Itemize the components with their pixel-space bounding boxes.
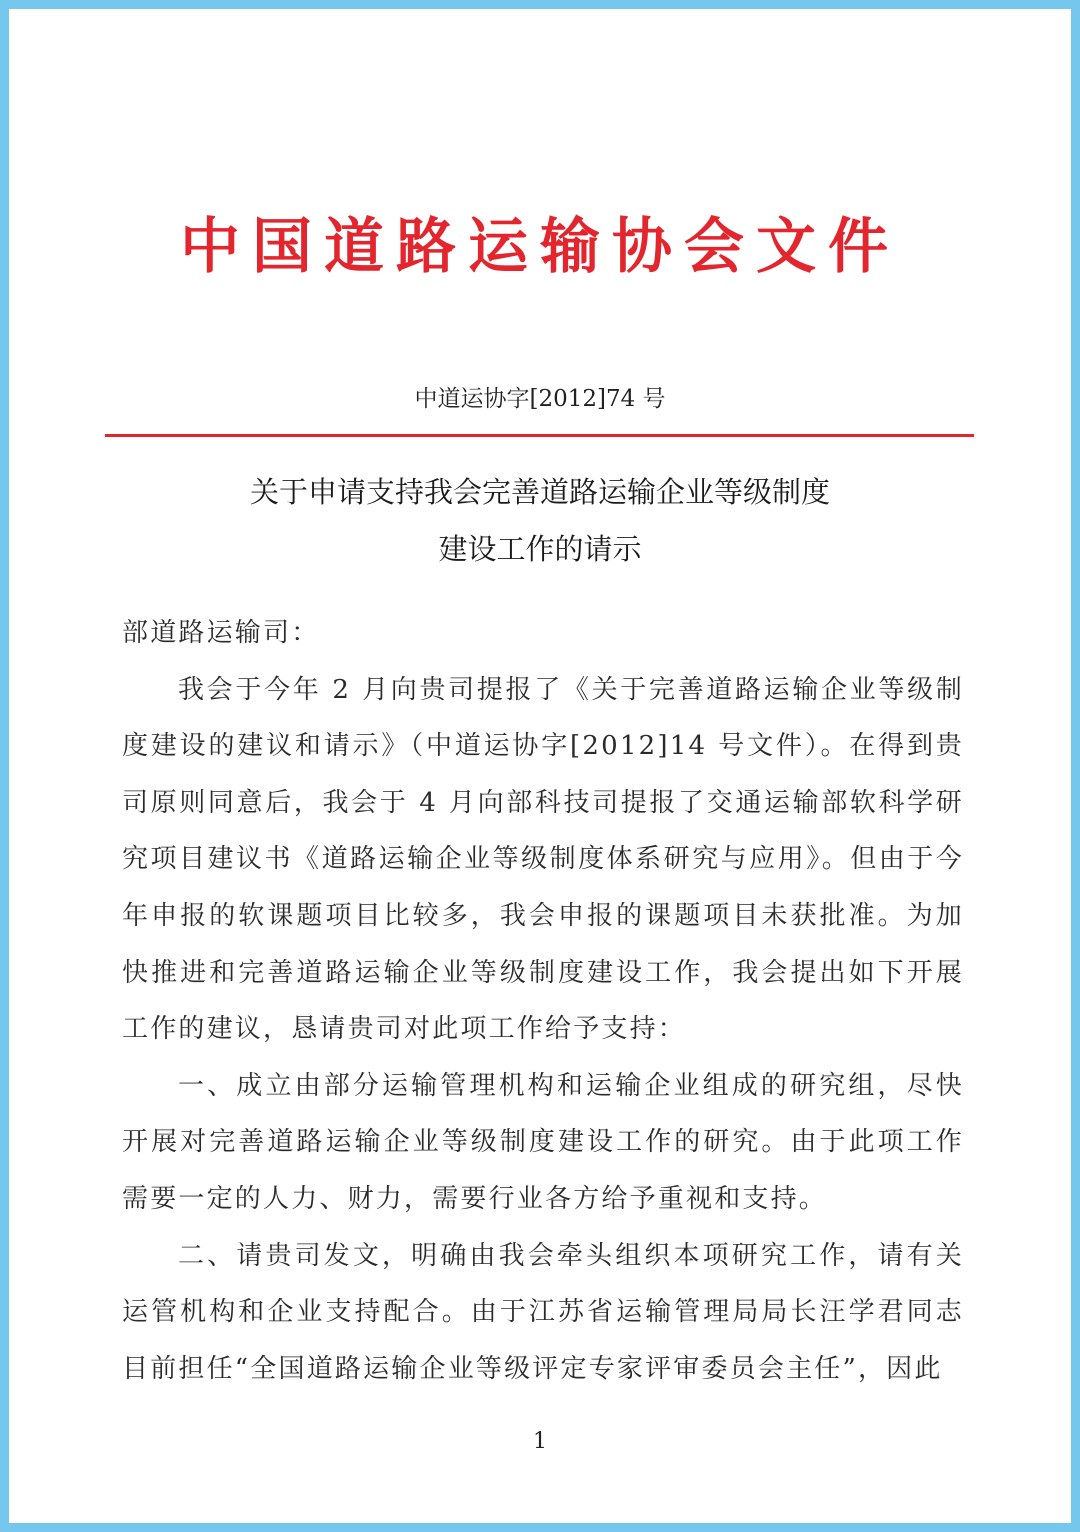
document-subject xyxy=(9,464,1071,578)
body-paragraph-1: 我会于今年 2 月向贵司提报了《关于完善道路运输企业等级制度建设的建议和请示》（中道运协字[2012]14 号文件）。在得到贵司原则同意后，我会于 4 月向部科技司提报了交通运输部软科学研究项目建议书《道路运输企业等级制度体系研究与应用》。但由于今年申报的软课题项目比较多，我会申报的课题项目未获批准。为加快推进和完善道路运输企业等级制度建设工作，我会提出如下开展工作的建议，恳请贵司对此项工作给予支持： xyxy=(122,674,964,1045)
document-body xyxy=(122,605,964,1397)
body-paragraph-2: 一、成立由部分运输管理机构和运输企业组成的研究组，尽快开展对完善道路运输企业等级制度建设工作的研究。由于此项工作需要一定的人力、财力，需要行业各方给予重视和支持。 xyxy=(122,1070,964,1214)
document-page xyxy=(9,9,1071,1523)
document-number: 中道运协字[2012]74 号 xyxy=(414,386,666,412)
subject-line-1: 关于申请支持我会完善道路运输企业等级制度 xyxy=(249,475,830,509)
body-paragraph-3: 二、请贵司发文，明确由我会牵头组织本项研究工作，请有关运管机构和企业支持配合。由于江苏省运输管理局局长汪学君同志目前担任“全国道路运输企业等级评定专家评审委员会主任”，因此 xyxy=(122,1240,964,1384)
red-divider-line xyxy=(105,434,974,437)
subject-line-2: 建设工作的请示 xyxy=(438,532,642,566)
document-header-title: 中国道路运输协会文件 xyxy=(180,212,900,282)
page-number: 1 xyxy=(533,1429,547,1454)
salutation: 部道路运输司： xyxy=(122,618,320,648)
